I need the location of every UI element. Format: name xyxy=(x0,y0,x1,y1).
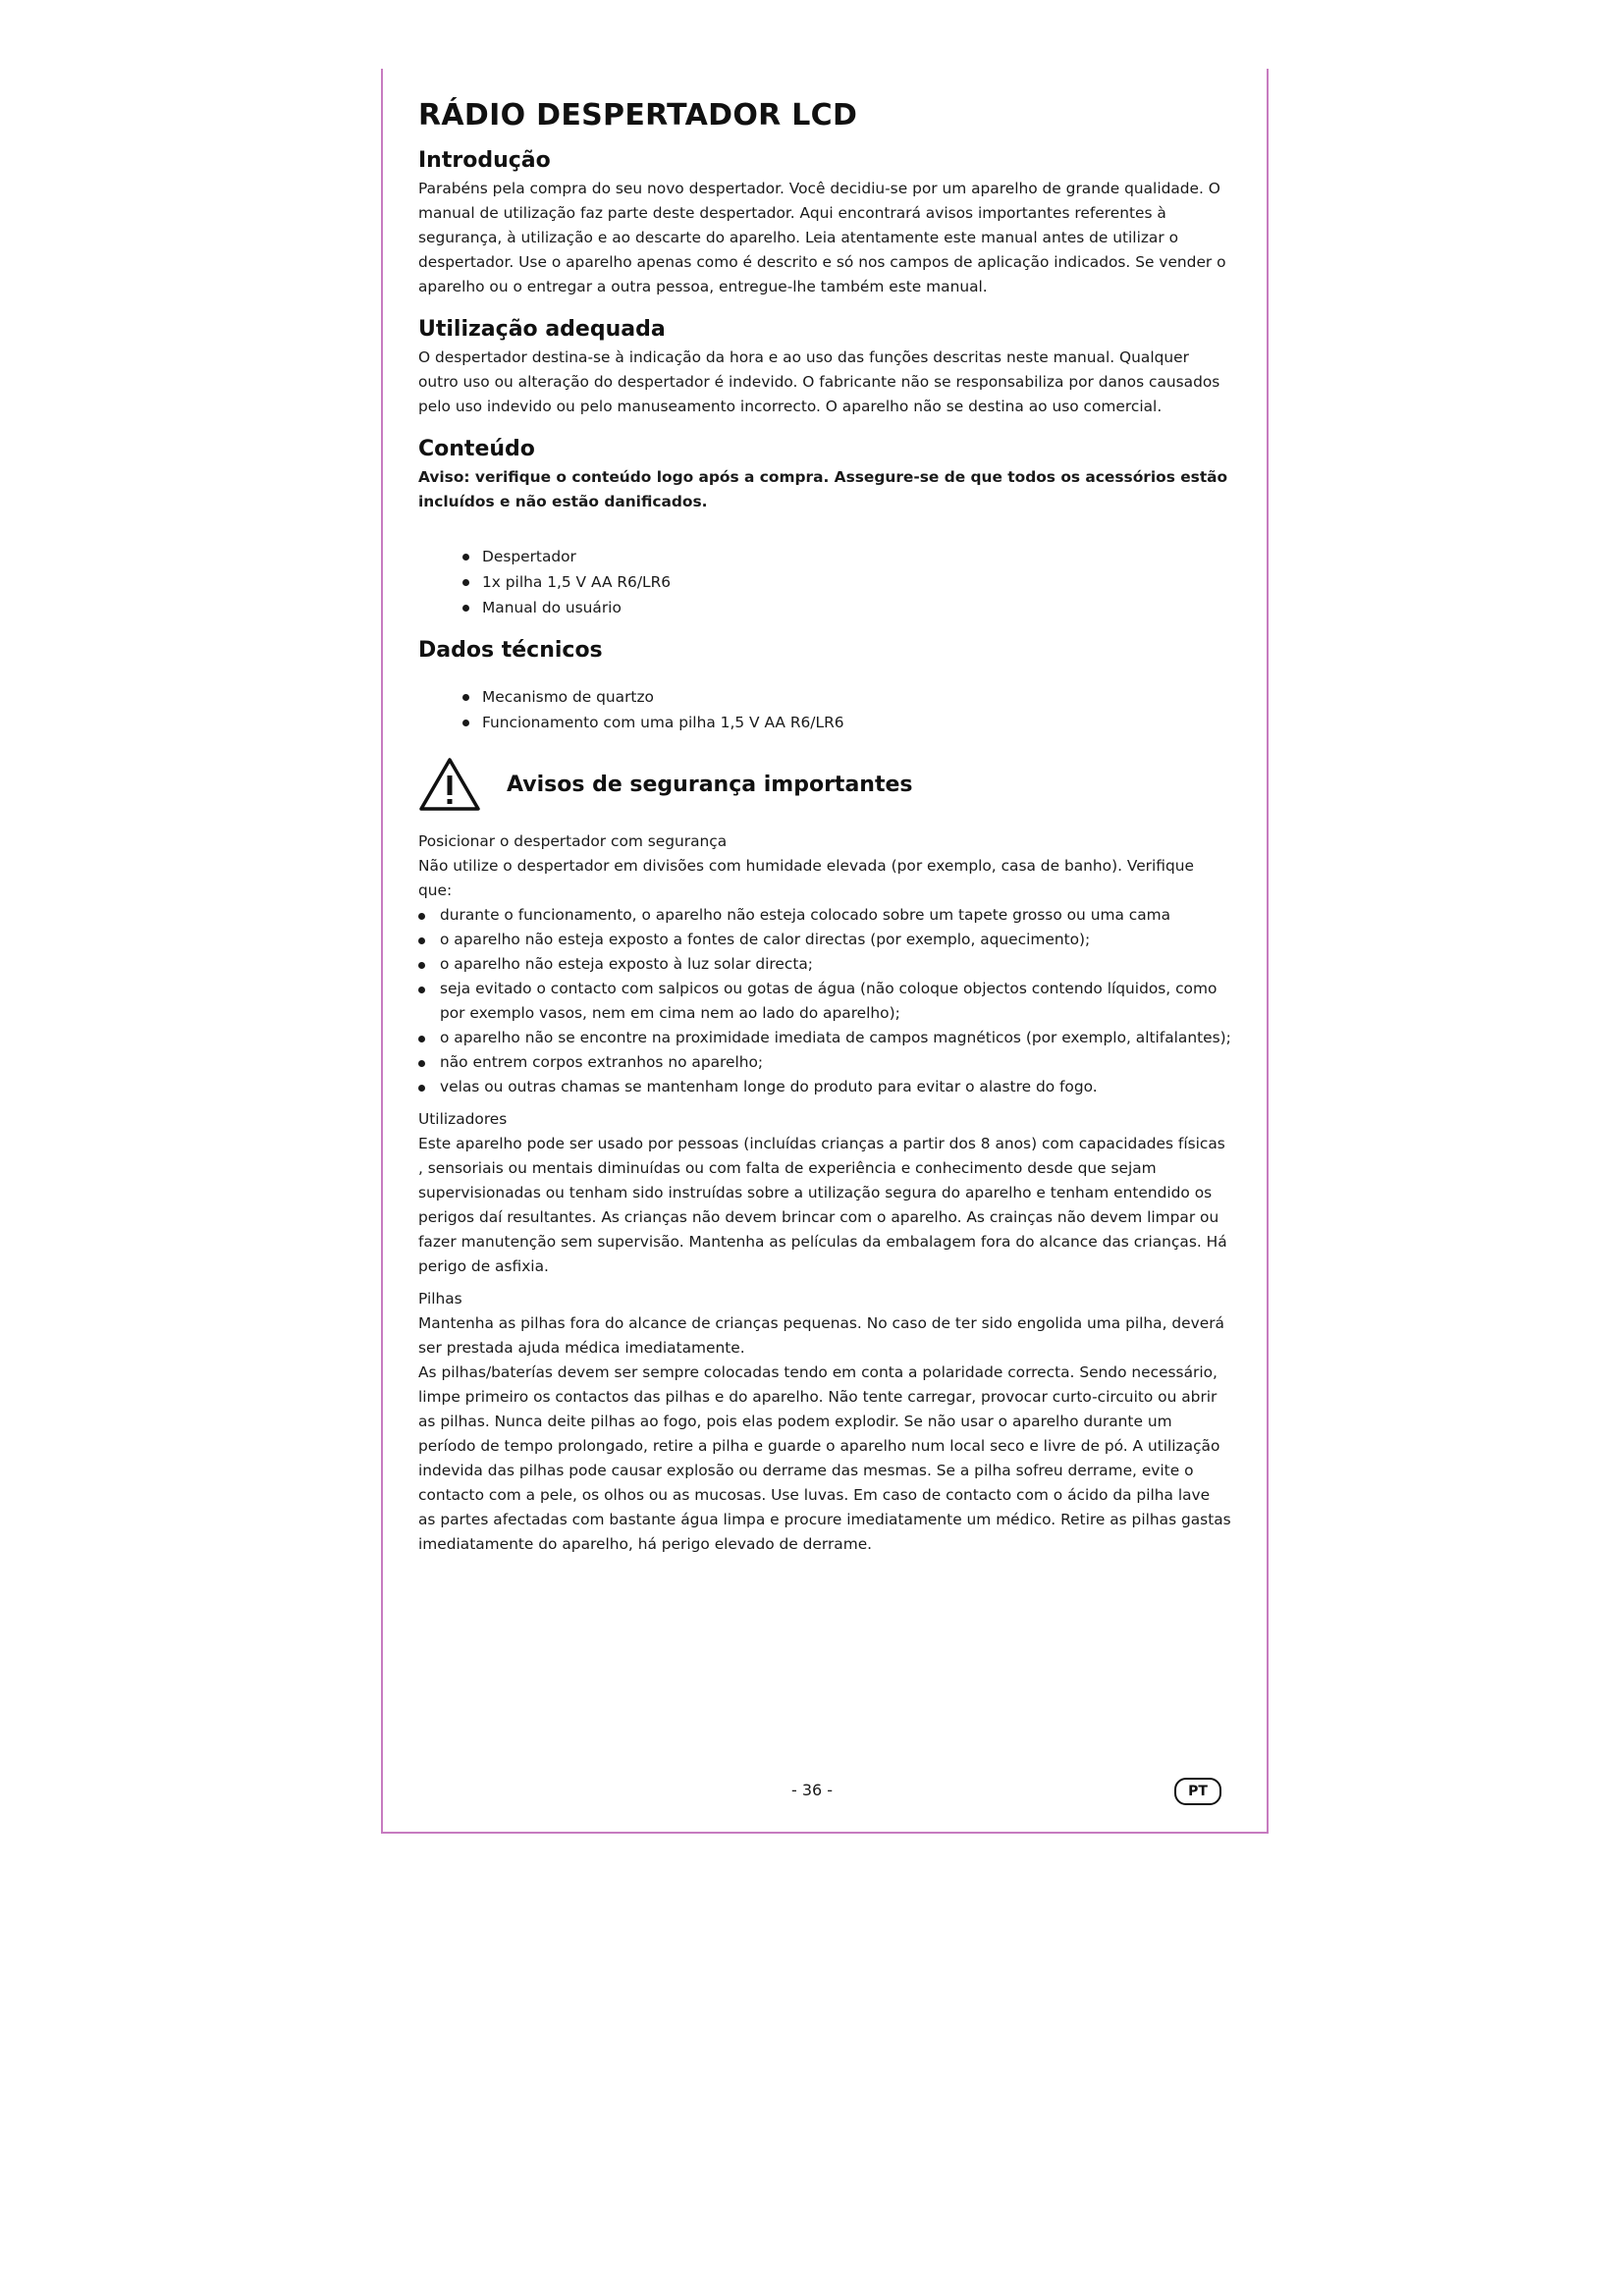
safety-checks-list xyxy=(418,903,1231,1099)
batteries-text-2: As pilhas/baterías devem ser sempre colocadas tendo em conta a polaridade correcta. Sendo necessário, limpe primeiro os contactos das pilhas e do aparelho. Não tente carregar, provocar curto-circuito ou abrir as pilhas. Nunca deite pilhas ao fogo, pois elas podem explodir. Se não usar o aparelho durante um período de tempo prolongado, retire a pilha e guarde o aparelho num local seco e livre de pó. A utilização indevida das pilhas pode causar explosão ou derrame das mesmas. Se a pilha sofreu derrame, evite o contacto com a pele, os olhos ou as mucosas. Use luvas. Em caso de contacto com o ácido da pilha lave as partes afectadas com bastante água limpa e procure imediatamente um médico. Retire as pilhas gastas imediatamente do aparelho, há perigo elevado de derrame. xyxy=(418,1363,1231,1553)
list-item: o aparelho não esteja exposto a fontes de calor directas (por exemplo, aquecimento); xyxy=(418,928,1231,952)
page-number: - 36 - xyxy=(790,1781,834,1799)
users-text: Este aparelho pode ser usado por pessoas (incluídas crianças a partir dos 8 anos) com capacidades físicas , sensoriais ou mentais diminuídas ou com falta de experiência e conhecimento desde que sejam supervisionadas ou tenham sido instruídas sobre a utilização segura do aparelho e tenham entendido os perigos daí resultantes. As crianças não devem brincar com o aparelho. As crainças não devem limpar ou fazer manutenção sem supervisão. Mantenha as películas da embalagem fora do alcance das crianças. Há perigo de asfixia. xyxy=(418,1135,1227,1275)
language-badge: PT xyxy=(1174,1778,1221,1805)
tech-heading: Dados técnicos xyxy=(418,638,603,663)
warning-triangle-icon xyxy=(418,757,481,812)
list-item: durante o funcionamento, o aparelho não esteja colocado sobre um tapete grosso ou uma cama xyxy=(418,903,1231,928)
contents-heading: Conteúdo xyxy=(418,437,535,461)
intro-heading: Introdução xyxy=(418,148,551,173)
users-title: Utilizadores xyxy=(418,1110,508,1128)
page-content xyxy=(418,98,1231,1557)
list-item: não entrem corpos extranhos no aparelho; xyxy=(418,1050,1231,1075)
list-item: 1x pilha 1,5 V AA R6/LR6 xyxy=(462,569,1231,595)
positioning-title: Posicionar o despertador com segurança xyxy=(418,832,728,850)
usage-heading: Utilização adequada xyxy=(418,317,666,342)
tech-list xyxy=(418,684,1231,735)
contents-list xyxy=(418,544,1231,620)
list-item: Manual do usuário xyxy=(462,595,1231,620)
safety-header xyxy=(418,757,1231,812)
intro-text: Parabéns pela compra do seu novo despertador. Você decidiu-se por um aparelho de grande qualidade. O manual de utilização faz parte deste despertador. Aqui encontrará avisos importantes referentes à segurança, à utilização e ao descarte do aparelho. Leia atentamente este manual antes de utilizar o despertador. Use o aparelho apenas como é descrito e só nos campos de aplicação indicados. Se vender o aparelho ou o entregar a outra pessoa, entregue-lhe também este manual. xyxy=(418,180,1226,295)
list-item: Despertador xyxy=(462,544,1231,569)
safety-heading: Avisos de segurança importantes xyxy=(507,772,913,797)
list-item: velas ou outras chamas se mantenham longe do produto para evitar o alastre do fogo. xyxy=(418,1075,1231,1099)
list-item: Mecanismo de quartzo xyxy=(462,684,1231,710)
list-item: o aparelho não se encontre na proximidade imediata de campos magnéticos (por exemplo, altifalantes); xyxy=(418,1026,1231,1050)
positioning-text: Não utilize o despertador em divisões com humidade elevada (por exemplo, casa de banho). Verifique que: xyxy=(418,857,1194,899)
page-title: RÁDIO DESPERTADOR LCD xyxy=(418,98,858,133)
usage-text: O despertador destina-se à indicação da hora e ao uso das funções descritas neste manual. Qualquer outro uso ou alteração do despertador é indevido. O fabricante não se responsabiliza por danos causados pelo uso indevido ou pelo manuseamento incorrecto. O aparelho não se destina ao uso comercial. xyxy=(418,348,1220,415)
list-item: Funcionamento com uma pilha 1,5 V AA R6/LR6 xyxy=(462,710,1231,735)
list-item: seja evitado o contacto com salpicos ou gotas de água (não coloque objectos contendo líquidos, como por exemplo vasos, nem em cima nem ao lado do aparelho); xyxy=(418,977,1231,1026)
batteries-title: Pilhas xyxy=(418,1290,462,1308)
list-item: o aparelho não esteja exposto à luz solar directa; xyxy=(418,952,1231,977)
contents-notice: Aviso: verifique o conteúdo logo após a compra. Assegure-se de que todos os acessórios estão incluídos e não estão danificados. xyxy=(418,468,1228,510)
batteries-text-1: Mantenha as pilhas fora do alcance de crianças pequenas. No caso de ter sido engolida uma pilha, deverá ser prestada ajuda médica imediatamente. xyxy=(418,1314,1224,1357)
